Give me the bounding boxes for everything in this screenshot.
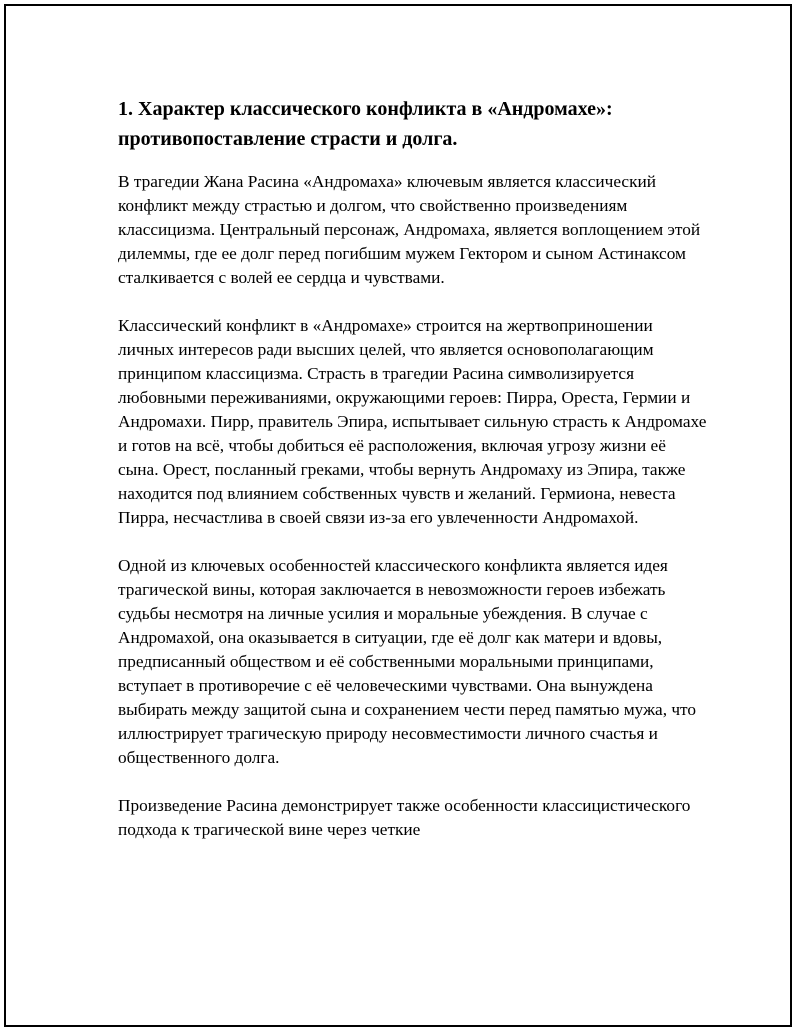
paragraph-4: Произведение Расина демонстрирует также особенности классицистического подхода к трагической вине через четкие [118,796,691,839]
section-heading: 1. Характер классического конфликта в «Андромахе»: противопоставление страсти и долга. [118,98,613,150]
paragraph-2: Классический конфликт в «Андромахе» строится на жертвоприношении личных интересов ради высших целей, что является основополагающим принципом классицизма. Страсть в трагедии Расина символизируется любовными переживаниями, окружающими героев: Пирра, Ореста, Гермии и Андромахи. Пирр, правитель Эпира, испытывает сильную страсть к Андромахе и готов на всё, чтобы добиться её расположения, включая угрозу жизни её сына. Орест, посланный греками, чтобы вернуть Андромаху из Эпира, также находится под влиянием собственных чувств и желаний. Гермиона, невеста Пирра, несчастлива в своей связи из-за его увлеченности Андромахой. [118,316,707,527]
document-body [118,94,708,866]
paragraph-1: В трагедии Жана Расина «Андромаха» ключевым является классический конфликт между страстью и долгом, что свойственно произведениям классицизма. Центральный персонаж, Андромаха, является воплощением этой дилеммы, где ее долг перед погибшим мужем Гектором и сыном Астинаксом сталкивается с волей ее сердца и чувствами. [118,172,701,287]
paragraph-3: Одной из ключевых особенностей классического конфликта является идея трагической вины, которая заключается в невозможности героев избежать судьбы несмотря на личные усилия и моральные убеждения. В случае с Андромахой, она оказывается в ситуации, где её долг как матери и вдовы, предписанный обществом и её собственными моральными принципами, вступает в противоречие с её человеческими чувствами. Она вынуждена выбирать между защитой сына и сохранением чести перед памятью мужа, что иллюстрирует трагическую природу несовместимости личного счастья и общественного долга. [118,556,696,767]
